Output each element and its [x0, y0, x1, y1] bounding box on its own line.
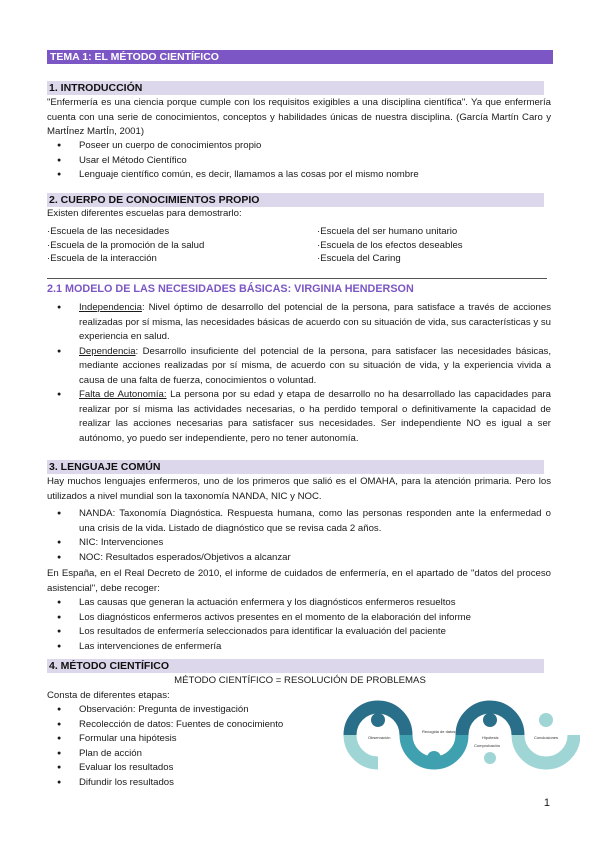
- list-item: ● Evaluar los resultados: [47, 761, 317, 776]
- schools-columns: [47, 225, 551, 267]
- section-heading-cuerpo: 2. CUERPO DE CONOCIMIENTOS PROPIO: [47, 193, 544, 207]
- divider: [47, 278, 547, 279]
- list-item: ● Independencia: Nivel óptimo de desarrollo del potencial de la persona, para satisface a través de acciones realizadas por sí misma, las necesidades básicas de acuerdo con su situación de vida, sus características y su experiencia en salud.: [47, 301, 551, 345]
- list-item: ● NANDA: Taxonomía Diagnóstica. Respuesta humana, como las personas responden ante la enfermedad o una crisis de la vida. Listado de diagnóstico que se revisa cada 2 años.: [47, 507, 551, 536]
- chart-icon: [483, 713, 497, 727]
- school-item: · Escuela del Caring: [317, 252, 463, 266]
- list-item: ● Usar el Método Científico: [47, 154, 547, 169]
- school-item: · Escuela de los efectos deseables: [317, 239, 463, 253]
- list-item: ● NIC: Intervenciones: [47, 536, 551, 551]
- diagram-label: Comprobación: [474, 743, 501, 748]
- section-heading-introduccion: 1. INTRODUCCIÓN: [47, 81, 544, 95]
- list-item: ● Plan de acción: [47, 747, 317, 762]
- diagram-label: Hipótesis: [482, 735, 499, 740]
- list-item: ● Observación: Pregunta de investigación: [47, 703, 317, 718]
- diagram-label: Observación: [368, 735, 391, 740]
- real-decreto-bullets: [47, 596, 551, 654]
- intro-bullets: [47, 139, 547, 183]
- list-item: ● Las causas que generan la actuación enfermera y los diagnósticos enfermeros resueltos: [47, 596, 551, 611]
- intro-quote: "Enfermería es una ciencia porque cumple con los requisitos exigibles a una disciplina científica". Ya que enfermería cuenta con una serie de conocimientos, conceptos y habilidades únicas de nuestra disciplina. (García Martín Caro y MartÍnez MartÍn, 2001): [47, 97, 551, 137]
- school-item: · Escuela de la promoción de la salud: [47, 239, 204, 253]
- list-item: ● Los diagnósticos enfermeros activos presentes en el momento de la elaboración del informe: [47, 611, 551, 626]
- list-item: ● Lenguaje científico común, es decir, llamamos a las cosas por el mismo nombre: [47, 168, 547, 183]
- person-icon: [539, 713, 553, 727]
- list-item: ● Recolección de datos: Fuentes de conocimiento: [47, 718, 317, 733]
- lenguaje-intro: Hay muchos lenguajes enfermeros, uno de los primeros que salió es el OMAHA, para la atención primaria. Pero los utilizados a nivel mundial son la taxonomía NANDA, NIC y NOC.: [47, 476, 551, 502]
- list-item: ● Formular una hipótesis: [47, 732, 317, 747]
- list-item: ● Los resultados de enfermería seleccionados para identificar la evaluación del paciente: [47, 625, 551, 640]
- subsection-heading-henderson: 2.1 MODELO DE LAS NECESIDADES BÁSICAS: VIRGINIA HENDERSON: [47, 283, 414, 295]
- page-title: TEMA 1: EL MÉTODO CIENTÍFICO: [47, 50, 553, 64]
- diagram-label: Recogida de datos: [422, 729, 456, 734]
- list-item: ● Las intervenciones de enfermería: [47, 640, 551, 655]
- section-heading-metodo: 4. MÉTODO CIENTÍFICO: [47, 659, 544, 673]
- school-item: · Escuela de la interacción: [47, 252, 204, 266]
- schools-intro: Existen diferentes escuelas para demostrarlo:: [47, 208, 242, 219]
- school-item: · Escuela de las necesidades: [47, 225, 204, 239]
- metodo-subtitle: MÉTODO CIENTÍFICO = RESOLUCIÓN DE PROBLEMAS: [174, 675, 426, 686]
- henderson-list: [47, 301, 551, 446]
- section-heading-lenguaje: 3. LENGUAJE COMÚN: [47, 460, 544, 474]
- metodo-intro: Consta de diferentes etapas:: [47, 690, 170, 701]
- term: Independencia: [79, 302, 142, 313]
- real-decreto-paragraph: En España, en el Real Decreto de 2010, el informe de cuidados de enfermería, en el apartado de "datos del proceso asistencial", debe recoger:: [47, 568, 551, 594]
- observation-icon: [371, 713, 385, 727]
- list-item: ● Dependencia: Desarrollo insuficiente del potencial de la persona, para satisfacer las necesidades básicas, mediante acciones realizadas por sí misma, de acuerdo con su situación de vida, y la experiencia vivida a causa de una falta de fuerza, conocimientos o voluntad.: [47, 345, 551, 389]
- diagram-label: Conclusiones: [534, 735, 559, 740]
- check-icon: [484, 752, 496, 764]
- page-number: 1: [543, 797, 550, 809]
- metodo-bullets: [47, 703, 317, 790]
- list-item: ● NOC: Resultados esperados/Objetivos a alcanzar: [47, 551, 551, 566]
- lenguaje-bullets: [47, 507, 551, 565]
- term: Falta de Autonomía:: [79, 389, 167, 400]
- data-icon: [427, 751, 441, 765]
- term: Dependencia: [79, 345, 136, 357]
- school-item: · Escuela del ser humano unitario: [317, 225, 463, 239]
- list-item: ● Poseer un cuerpo de conocimientos propio: [47, 139, 547, 154]
- scientific-method-diagram: [340, 690, 580, 780]
- list-item: ● Difundir los resultados: [47, 776, 317, 791]
- list-item: ● Falta de Autonomía: La persona por su edad y etapa de desarrollo no ha desarrollado las capacidades para realizar por sí misma las actividades necesarias, o ha perdido temporal o definitivamente la capacidad de realizar las acciones necesarias para satisfacer sus necesidades. Ser independiente NO es igual a ser autónomo, yo puedo ser independiente, pero no tener autonomía.: [47, 388, 551, 446]
